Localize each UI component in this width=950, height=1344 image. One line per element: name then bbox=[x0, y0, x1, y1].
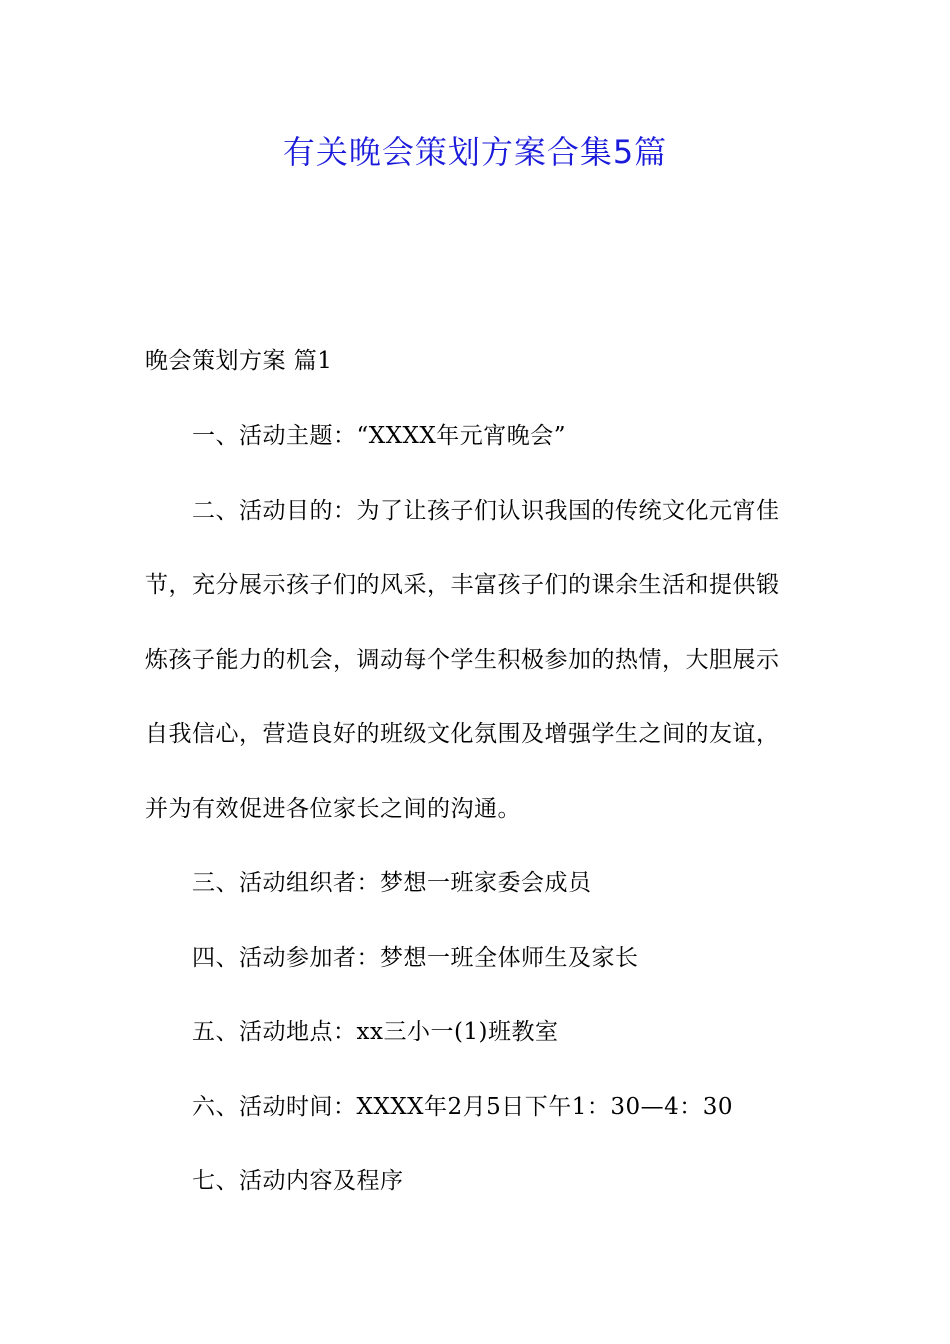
paragraph-line: 并为有效促进各位家长之间的沟通。 bbox=[145, 796, 521, 822]
document-title: 有关晚会策划方案合集5篇 bbox=[282, 133, 668, 171]
paragraph-line: 三、活动组织者：梦想一班家委会成员 bbox=[192, 870, 592, 896]
paragraph-line: 六、活动时间：XXXX年2月5日下午1：30—4：30 bbox=[192, 1094, 734, 1120]
paragraph-line: 五、活动地点：xx三小一(1)班教室 bbox=[192, 1019, 559, 1045]
paragraph-line: 七、活动内容及程序 bbox=[192, 1168, 404, 1194]
paragraph-line: 自我信心，营造良好的班级文化氛围及增强学生之间的友谊， bbox=[145, 721, 780, 747]
paragraph-line: 节，充分展示孩子们的风采，丰富孩子们的课余生活和提供锻 bbox=[145, 572, 780, 598]
paragraph-line: 四、活动参加者：梦想一班全体师生及家长 bbox=[192, 945, 639, 971]
section-heading: 晚会策划方案 篇1 bbox=[145, 348, 333, 374]
paragraph-line: 二、活动目的：为了让孩子们认识我国的传统文化元宵佳 bbox=[192, 498, 780, 524]
paragraph-line: 炼孩子能力的机会，调动每个学生积极参加的热情，大胆展示 bbox=[145, 647, 780, 673]
paragraph-line: 一、活动主题：“XXXX年元宵晚会” bbox=[192, 423, 567, 449]
